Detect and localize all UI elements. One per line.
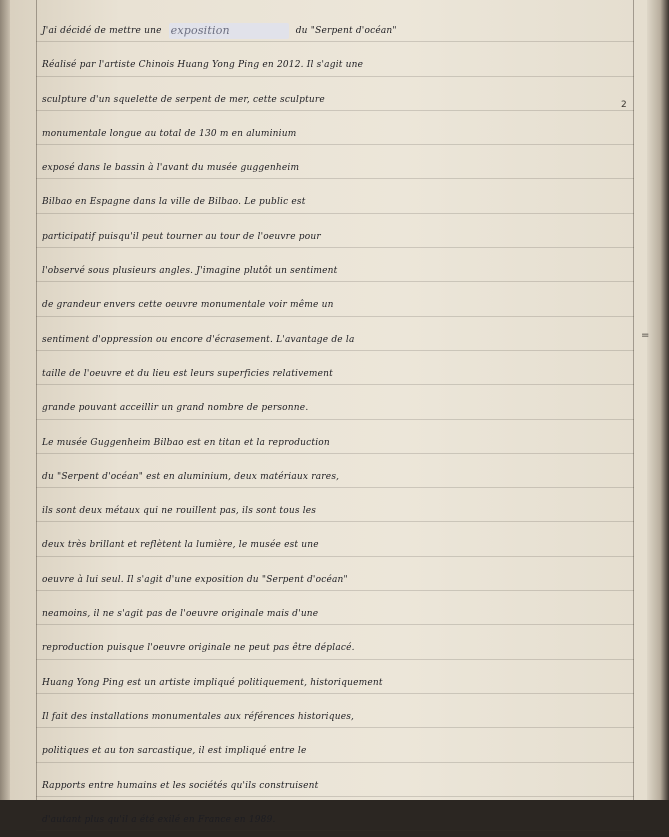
page-right-edge [647,0,669,800]
right-margin-line [633,0,634,800]
text-line: Huang Yong Ping est un artiste impliqué politiquement, historiquement [42,666,632,700]
text-line: d'autant plus qu'il a été exilé en France en 1989. [42,803,632,837]
text-line: deux très brillant et reflètent la lumière, le musée est une [42,528,632,562]
handwritten-text [42,14,632,837]
margin-mark-top-right: 2 [621,100,627,110]
text-line: exposé dans le bassin à l'avant du musée guggenheim [42,151,632,185]
text-line: de grandeur envers cette oeuvre monumentale voir même un [42,288,632,322]
text-line: du "Serpent d'océan" est en aluminium, deux matériaux rares, [42,460,632,494]
text-line: taille de l'oeuvre et du lieu est leurs superficies relativement [42,357,632,391]
left-margin-line [36,0,37,800]
text-line: l'observé sous plusieurs angles. J'imagine plutôt un sentiment [42,254,632,288]
text-line: sentiment d'oppression ou encore d'écrasement. L'avantage de la [42,323,632,357]
text-line: sculpture d'un squelette de serpent de mer, cette sculpture [42,83,632,117]
text-line: Rapports entre humains et les sociétés qu'ils construisent [42,769,632,803]
text-line: oeuvre à lui seul. Il s'agit d'une exposition du "Serpent d'océan" [42,563,632,597]
text-line: grande pouvant acceillir un grand nombre de personne. [42,391,632,425]
text-line: Réalisé par l'artiste Chinois Huang Yong Ping en 2012. Il s'agit une [42,48,632,82]
margin-mark-right: = [641,330,650,341]
redacted-word: exposition [169,23,289,39]
text-line: monumentale longue au total de 130 m en aluminium [42,117,632,151]
text-line-1 [42,14,632,48]
line-1-end: du "Serpent d'océan" [295,26,397,36]
text-line: Bilbao en Espagne dans la ville de Bilbao. Le public est [42,185,632,219]
text-line: politiques et au ton sarcastique, il est impliqué entre le [42,734,632,768]
text-line: ils sont deux métaux qui ne rouillent pas, ils sont tous les [42,494,632,528]
page-binding-edge [0,0,10,800]
line-1-start: J'ai décidé de mettre une [42,26,162,36]
text-line: reproduction puisque l'oeuvre originale ne peut pas être déplacé. [42,631,632,665]
text-line: Le musée Guggenheim Bilbao est en titan et la reproduction [42,426,632,460]
text-line: participatif puisqu'il peut tourner au tour de l'oeuvre pour [42,220,632,254]
text-line: neamoins, il ne s'agit pas de l'oeuvre originale mais d'une [42,597,632,631]
text-line: Il fait des installations monumentales aux références historiques, [42,700,632,734]
